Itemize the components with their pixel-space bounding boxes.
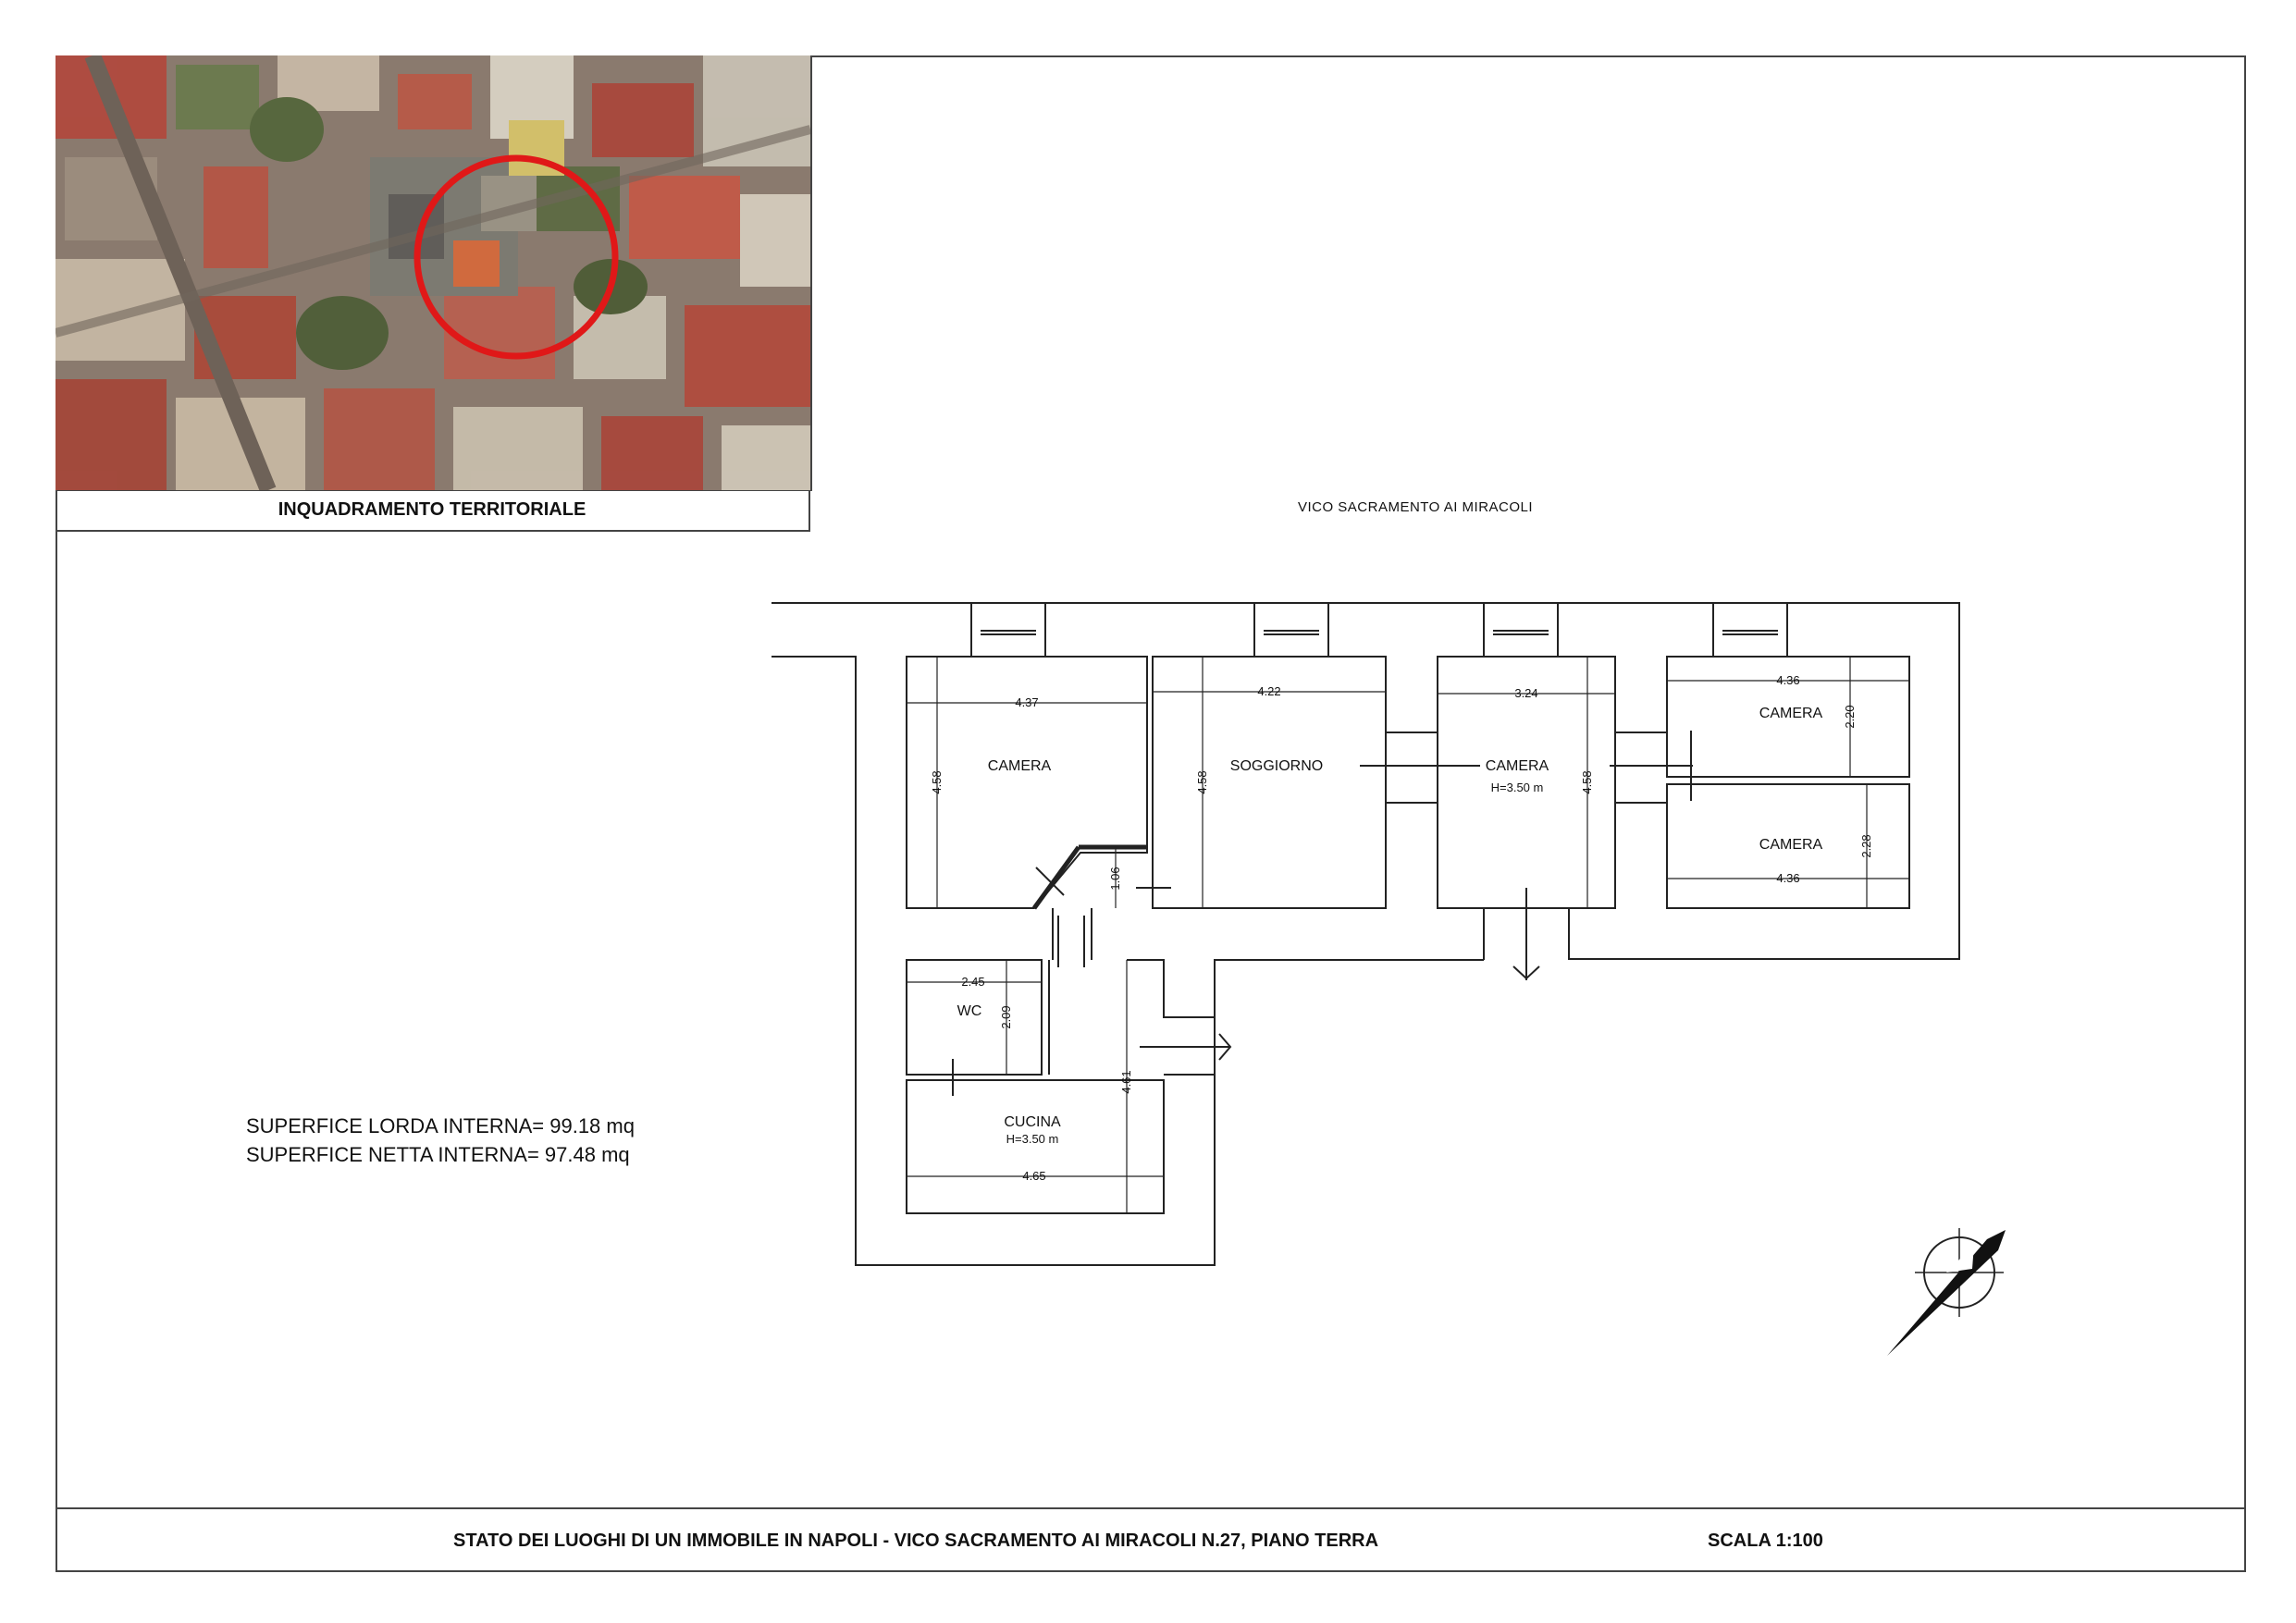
dim-camera-1-depth: 4.58 bbox=[930, 770, 944, 794]
dim-cucina-depth: 4.61 bbox=[1119, 1070, 1133, 1094]
camera-2-label: CAMERA bbox=[1485, 758, 1549, 774]
dim-camera-1-width: 4.37 bbox=[1015, 695, 1039, 709]
dim-camera-4-depth: 2.28 bbox=[1859, 834, 1873, 858]
soggiorno-label: SOGGIORNO bbox=[1229, 758, 1324, 774]
net-area-text: SUPERFICE NETTA INTERNA= 97.48 mq bbox=[246, 1143, 630, 1166]
camera-2-height: H=3.50 m bbox=[1490, 781, 1544, 794]
cucina-height: H=3.50 m bbox=[1006, 1132, 1059, 1146]
gross-area-text: SUPERFICE LORDA INTERNA= 99.18 mq bbox=[246, 1114, 635, 1137]
camera-4-label: CAMERA bbox=[1759, 837, 1823, 853]
dim-camera-2-depth: 4.58 bbox=[1580, 770, 1594, 794]
drawing-scale: SCALA 1:100 bbox=[1708, 1531, 1823, 1551]
dim-soggiorno-width: 4.22 bbox=[1257, 684, 1281, 698]
camera-3-label: CAMERA bbox=[1759, 706, 1823, 721]
aerial-caption: INQUADRAMENTO TERRITORIALE bbox=[56, 490, 810, 532]
dim-camera-2-width: 3.24 bbox=[1514, 686, 1538, 700]
room-cucina bbox=[907, 1080, 1164, 1213]
dim-corridor-width: 1.06 bbox=[1108, 867, 1122, 891]
dim-cucina-width: 4.65 bbox=[1022, 1169, 1046, 1183]
dim-wc-width: 2.45 bbox=[961, 975, 985, 989]
dim-wc-depth: 2.09 bbox=[999, 1005, 1013, 1029]
cucina-label: CUCINA bbox=[1004, 1114, 1061, 1130]
drawing-title: STATO DEI LUOGHI DI UN IMMOBILE IN NAPOLI - VICO SACRAMENTO AI MIRACOLI N.27, PIANO TERRA bbox=[453, 1531, 1379, 1551]
dim-camera-4-width: 4.36 bbox=[1776, 871, 1800, 885]
dim-soggiorno-depth: 4.58 bbox=[1195, 770, 1209, 794]
wc-label: WC bbox=[957, 1003, 982, 1019]
street-name: VICO SACRAMENTO AI MIRACOLI bbox=[1297, 499, 1534, 515]
dim-camera-3-width: 4.36 bbox=[1776, 673, 1800, 687]
camera-1-label: CAMERA bbox=[987, 758, 1052, 774]
north-arrow-icon bbox=[1887, 1228, 2006, 1356]
dim-camera-3-depth: 2.20 bbox=[1843, 705, 1857, 729]
